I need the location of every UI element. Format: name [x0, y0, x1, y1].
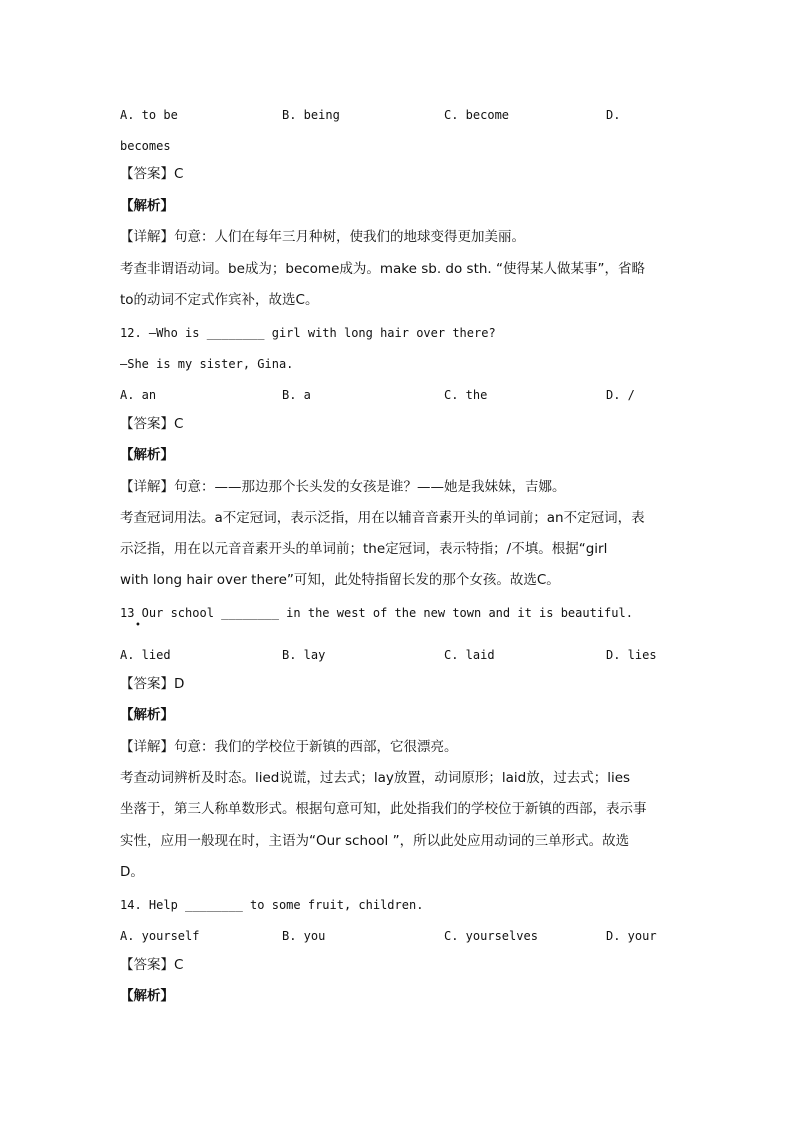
q13-analysis-heading: 【解析】	[120, 707, 174, 723]
option-a: A. lied	[120, 648, 171, 662]
option-b: B. being	[282, 108, 340, 122]
q13-explain-line: 实性，应用一般现在时，主语为“Our school ”，所以此处应用动词的三单形式。故选	[120, 833, 630, 849]
q12-detail: 【详解】句意：——那边那个长头发的女孩是谁？——她是我妹妹，吉娜。	[120, 479, 566, 495]
option-d: D. lies	[606, 648, 657, 662]
q11-analysis-heading: 【解析】	[120, 198, 174, 214]
q11-answer: 【答案】C	[120, 166, 184, 182]
q12-stem-reply: —She is my sister, Gina.	[120, 357, 294, 371]
option-c: C. laid	[444, 648, 495, 662]
option-d: D. /	[606, 388, 635, 402]
q11-detail: 【详解】句意：人们在每年三月种树，使我们的地球变得更加美丽。	[120, 229, 525, 245]
q13-options	[120, 647, 680, 663]
option-d: D.	[606, 108, 621, 122]
q13-answer: 【答案】D	[120, 676, 185, 692]
option-b: B. you	[282, 929, 326, 943]
q14-stem: 14. Help ________ to some fruit, children.	[120, 898, 424, 912]
option-a: A. to be	[120, 108, 178, 122]
q11-explain-line: to的动词不定式作宾补，故选C。	[120, 292, 319, 308]
q13-detail: 【详解】句意：我们的学校位于新镇的西部，它很漂亮。	[120, 739, 458, 755]
q14-analysis-heading: 【解析】	[120, 988, 174, 1004]
q11-explain-line: 考查非谓语动词。be成为；become成为。make sb. do sth. “使得某人做某事”，省略	[120, 261, 646, 277]
q13-stem: 13 Our school ________ in the west of the new town and it is beautiful.	[120, 606, 633, 620]
option-b: B. a	[282, 388, 311, 402]
q14-answer: 【答案】C	[120, 957, 184, 973]
q12-explain-line: 考查冠词用法。a不定冠词，表示泛指，用在以辅音音素开头的单词前；an不定冠词，表	[120, 510, 645, 526]
q12-answer: 【答案】C	[120, 416, 184, 432]
q12-explain-line: 示泛指，用在以元音音素开头的单词前；the定冠词，表示特指；/不填。根据“girl	[120, 541, 608, 557]
option-c: C. the	[444, 388, 488, 402]
q12-options	[120, 387, 680, 403]
option-c: C. yourselves	[444, 929, 538, 943]
stray-dot: •	[135, 620, 141, 631]
option-c: C. become	[444, 108, 510, 122]
q13-explain-line: 坐落于，第三人称单数形式。根据句意可知，此处指我们的学校位于新镇的西部，表示事	[120, 801, 647, 817]
q13-explain-line: 考查动词辨析及时态。lied说谎，过去式；lay放置，动词原形；laid放，过去式；lies	[120, 770, 631, 786]
option-a: A. yourself	[120, 929, 200, 943]
q12-explain-line: with long hair over there”可知，此处特指留长发的那个女孩。故选C。	[120, 572, 560, 588]
option-d: D. your	[606, 929, 657, 943]
q13-explain-line: D。	[120, 864, 144, 880]
option-b: B. lay	[282, 648, 326, 662]
q14-options	[120, 928, 680, 944]
option-a: A. an	[120, 388, 157, 402]
q12-stem: 12. —Who is ________ girl with long hair over there?	[120, 326, 496, 340]
q12-analysis-heading: 【解析】	[120, 447, 174, 463]
q11-option-d-continued: becomes	[120, 139, 171, 153]
q11-options	[120, 107, 680, 123]
